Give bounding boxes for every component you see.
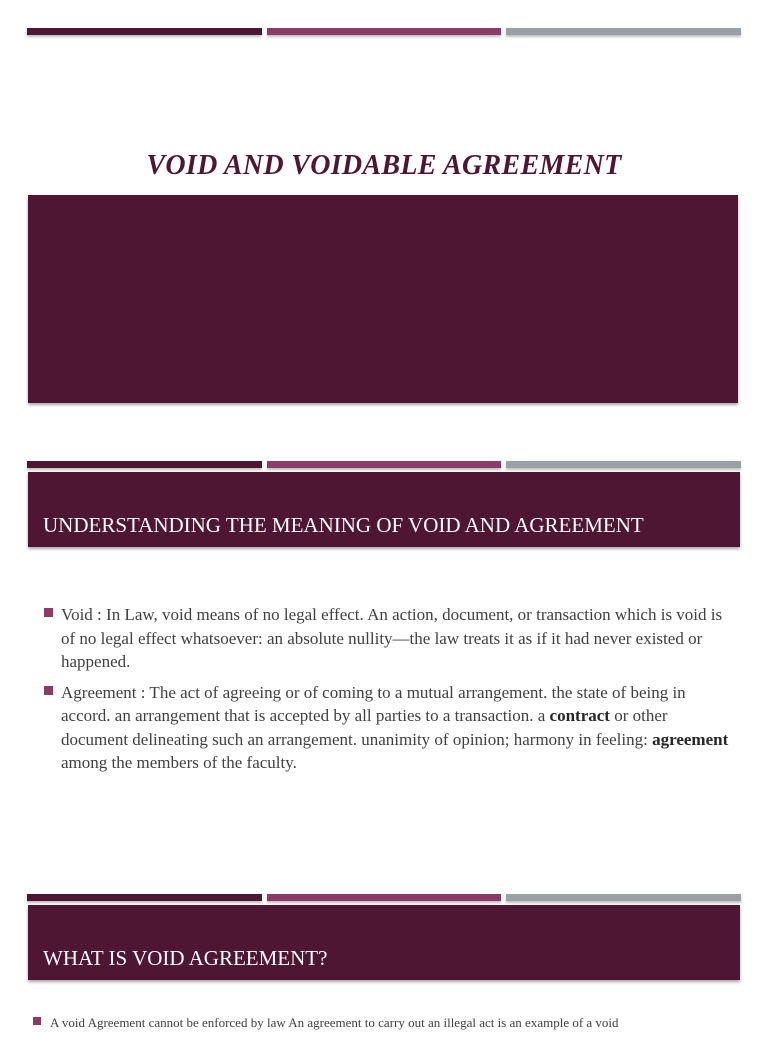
accent-bar-dark bbox=[27, 28, 262, 35]
accent-bar-dark bbox=[27, 894, 262, 901]
bullet-square-icon bbox=[44, 608, 53, 617]
accent-bar-gray bbox=[506, 28, 741, 35]
title-block bbox=[28, 195, 738, 403]
accent-bars-slide3 bbox=[27, 894, 741, 903]
bullet-void-agreement bbox=[33, 1014, 733, 1031]
accent-bar-gray bbox=[506, 461, 741, 468]
bullet-square-icon bbox=[44, 686, 53, 695]
slide-title: VOID AND VOIDABLE AGREEMENT bbox=[146, 150, 622, 181]
bullet-void-agreement-text: A void Agreement cannot be enforced by law An agreement to carry out an illegal act is an example of a void bbox=[50, 1015, 619, 1030]
slide2-heading: UNDERSTANDING THE MEANING OF VOID AND AGREEMENT bbox=[43, 513, 644, 537]
slide3-heading: WHAT IS VOID AGREEMENT? bbox=[43, 946, 328, 970]
slide2-bullet-list bbox=[44, 603, 734, 782]
accent-bars-slide1 bbox=[27, 28, 741, 37]
accent-bar-gray bbox=[506, 894, 741, 901]
bullet-agreement-text-1: Agreement : The act of agreeing or of coming to a mutual arrangement. the state of being in accord. an arrangement that is accepted by all parties to a transaction. a bbox=[61, 682, 686, 725]
accent-bar-magenta bbox=[267, 461, 501, 468]
bullet-agreement-bold-agreement: agreement bbox=[652, 729, 729, 749]
bullet-void-text: Void : In Law, void means of no legal effect. An action, document, or transaction which is void is of no legal effect whatsoever: an absolute nullity—the law treats it as if it had never existed or happened. bbox=[61, 605, 723, 671]
accent-bar-magenta bbox=[267, 894, 501, 901]
bullet-agreement bbox=[44, 681, 734, 775]
slide3-header bbox=[28, 905, 740, 980]
bullet-void bbox=[44, 603, 734, 674]
bullet-agreement-text-2: or other document delineating such an arrangement. unanimity of opinion; harmony in feeling: bbox=[61, 706, 668, 749]
slide3-bullet-list bbox=[33, 1014, 733, 1038]
slide2-header bbox=[28, 472, 740, 547]
accent-bars-slide2 bbox=[27, 461, 741, 470]
accent-bar-magenta bbox=[267, 28, 501, 35]
accent-bar-dark bbox=[27, 461, 262, 468]
bullet-agreement-bold-contract: contract bbox=[549, 706, 610, 725]
bullet-agreement-text-3: among the members of the faculty. bbox=[61, 753, 297, 772]
